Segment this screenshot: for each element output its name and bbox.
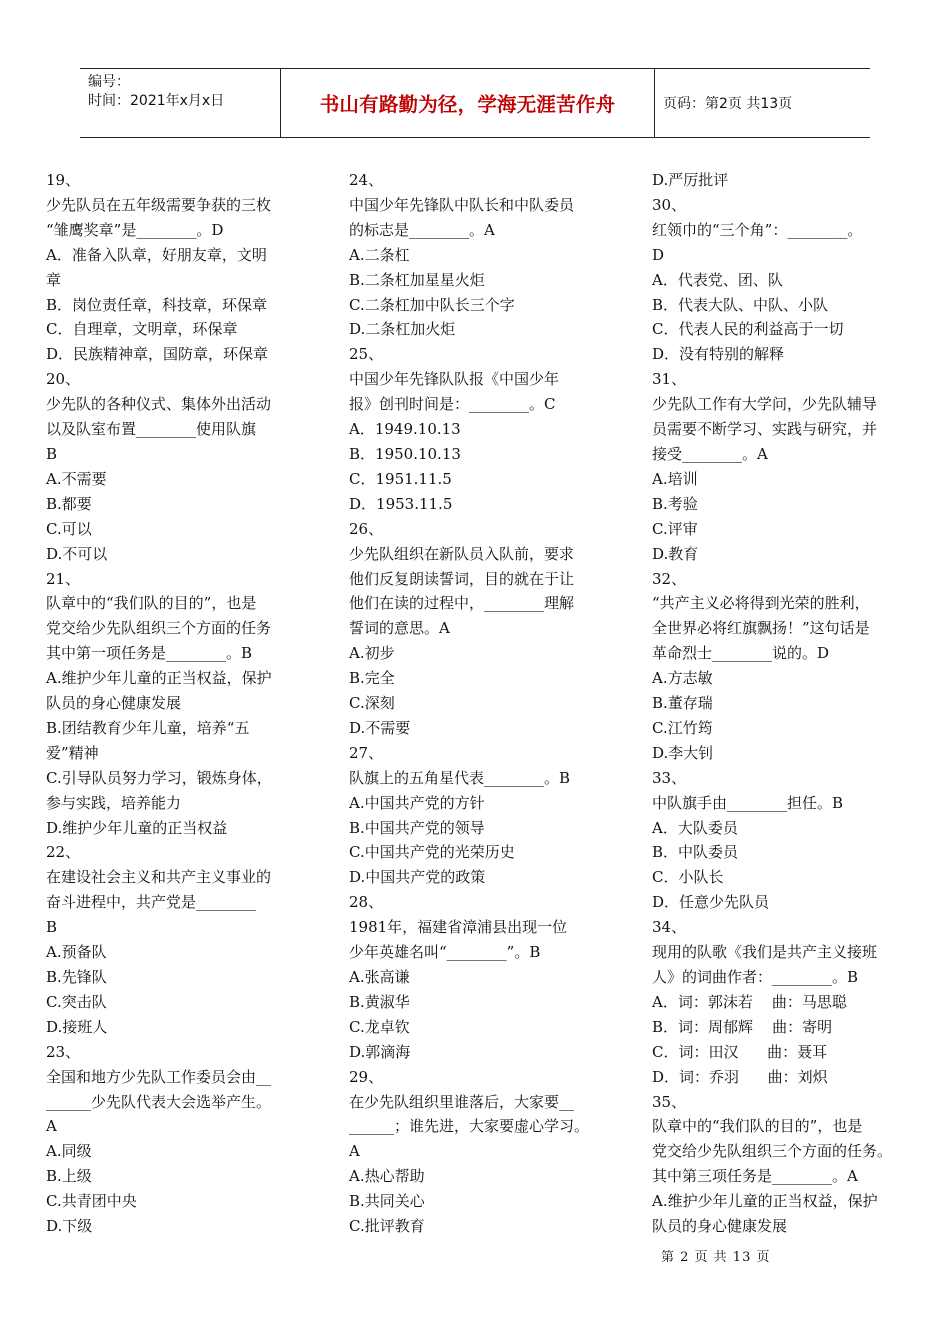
text-line: C.突击队 — [46, 992, 107, 1011]
text-line: D．词：乔羽 曲：刘炽 — [652, 1067, 828, 1086]
text-line: C.龙卓钦 — [349, 1017, 410, 1036]
text-line: B.二条杠加星星火炬 — [349, 270, 485, 289]
text-line: 队员的身心健康发展 — [652, 1217, 788, 1236]
text-line: D.接班人 — [46, 1017, 108, 1036]
text-line: 35、 — [652, 1092, 687, 1111]
text-line: C.可以 — [46, 519, 92, 538]
text-line: A．大队委员 — [652, 818, 738, 837]
text-line: C.深刻 — [349, 694, 395, 713]
text-line: B.先锋队 — [46, 968, 107, 986]
text-line: 中国少年先锋队队报《中国少年 — [349, 370, 560, 389]
text-line: 1981年，福建省漳浦县出现一位 — [349, 918, 568, 937]
header-time: 时间：2021年x月x日 — [88, 93, 225, 109]
text-line: 24、 — [349, 171, 384, 189]
text-line: A.培训 — [652, 469, 698, 488]
text-line: 参与实践，培养能力 — [46, 793, 182, 812]
text-line: A.初步 — [349, 644, 395, 663]
text-line: 队章中的“我们队的目的”，也是 — [46, 594, 257, 613]
text-line: A.热心帮助 — [349, 1167, 425, 1186]
text-line: ______少先队代表大会选举产生。 — [46, 1092, 272, 1111]
text-line: C.评审 — [652, 519, 698, 538]
text-line: 党交给少先队组织三个方面的任务 — [46, 619, 272, 638]
text-line: “雏鹰奖章”是________。D — [46, 220, 224, 239]
text-line: B.黄淑华 — [349, 992, 410, 1011]
text-line: 接受________。A — [652, 444, 768, 463]
text-line: C.江竹筠 — [652, 718, 713, 737]
text-line: B．中队委员 — [652, 843, 739, 862]
text-line: A．准备入队章，好朋友章，文明 — [46, 245, 267, 264]
header-meta — [80, 69, 281, 137]
text-line: 全国和地方少先队工作委员会由__ — [46, 1067, 272, 1086]
page-footer: 第 2 页 共 13 页 — [661, 1250, 771, 1265]
text-line: B.共同关心 — [349, 1192, 425, 1211]
text-line: B．岗位责任章，科技章，环保章 — [46, 295, 268, 314]
text-line: 以及队室布置________使用队旗 — [46, 420, 257, 439]
text-line: A.维护少年儿童的正当权益，保护 — [46, 669, 272, 688]
text-line: 22、 — [46, 843, 81, 862]
text-line: 23、 — [46, 1042, 81, 1061]
text-line: D.李大钊 — [652, 743, 714, 762]
text-line: 红领巾的“三个角”：________。 — [652, 220, 863, 239]
text-line: C．自理章，文明章，环保章 — [46, 320, 238, 339]
text-line: 27、 — [349, 743, 384, 762]
text-line: A．代表党、团、队 — [652, 270, 783, 289]
column-left — [46, 168, 308, 1239]
header-motto: 书山有路勤为径，学海无涯苦作舟 — [281, 69, 655, 137]
text-line: D．任意少先队员 — [652, 893, 770, 912]
text-line: D.维护少年儿童的正当权益 — [46, 818, 228, 837]
text-line: 报》创刊时间是：________。C — [349, 395, 556, 414]
text-line: 中国少年先锋队中队长和中队委员 — [349, 195, 575, 214]
text-line: 30、 — [652, 195, 687, 214]
text-line: 革命烈士________说的。D — [652, 644, 830, 663]
text-line: 现用的队歌《我们是共产主义接班 — [652, 943, 878, 962]
page-header — [80, 68, 870, 138]
text-line: 28、 — [349, 893, 384, 912]
text-line: C．词：田汉 曲：聂耳 — [652, 1042, 828, 1061]
text-line: 队员的身心健康发展 — [46, 694, 182, 713]
text-line: 21、 — [46, 569, 81, 588]
text-line: B.考验 — [652, 494, 698, 513]
text-line: D.中国共产党的政策 — [349, 868, 486, 887]
text-line: 26、 — [349, 519, 384, 538]
text-line: B.完全 — [349, 669, 395, 688]
text-line: 34、 — [652, 918, 687, 937]
text-line: B.中国共产党的领导 — [349, 818, 485, 837]
text-line: A.不需要 — [46, 469, 107, 488]
text-line: B．1950.10.13 — [349, 444, 461, 463]
text-line: C.引导队员努力学习，锻炼身体， — [46, 768, 272, 787]
text-line: B.董存瑞 — [652, 694, 713, 713]
text-line: 全世界必将红旗飘扬！”这句话是 — [652, 619, 870, 638]
text-line: D — [652, 245, 665, 264]
text-line: B.上级 — [46, 1167, 92, 1186]
text-line: 29、 — [349, 1067, 384, 1086]
text-line: D．民族精神章，国防章，环保章 — [46, 345, 269, 364]
text-line: B — [46, 918, 58, 937]
text-line: 其中第一项任务是________。B — [46, 644, 253, 663]
text-line: 32、 — [652, 569, 687, 588]
text-line: 31、 — [652, 370, 687, 389]
text-line: C.批评教育 — [349, 1217, 425, 1236]
text-line: 爱”精神 — [46, 743, 99, 762]
text-line: D．1953.11.5 — [349, 494, 453, 513]
text-line: 33、 — [652, 768, 687, 787]
text-line: A.维护少年儿童的正当权益，保护 — [652, 1192, 878, 1211]
text-line: 少年英雄名叫“________”。B — [349, 943, 541, 962]
text-line: 员需要不断学习、实践与研究，并 — [652, 420, 878, 439]
text-line: A．1949.10.13 — [349, 420, 461, 439]
text-line: B.都要 — [46, 494, 92, 513]
text-line: C．小队长 — [652, 868, 724, 887]
text-line: 在建设社会主义和共产主义事业的 — [46, 868, 272, 887]
text-line: 在少先队组织里谁落后，大家要__ — [349, 1092, 575, 1111]
text-line: A.同级 — [46, 1142, 92, 1161]
text-line: 党交给少先队组织三个方面的任务。 — [652, 1142, 893, 1161]
text-line: 19、 — [46, 171, 81, 189]
column-right — [652, 168, 914, 1239]
text-line: A.二条杠 — [349, 245, 410, 264]
text-line: B.团结教育少年儿童，培养“五 — [46, 718, 250, 737]
text-line: D.郭滴海 — [349, 1042, 411, 1061]
text-line: ______；谁先进，大家要虚心学习。 — [349, 1117, 590, 1136]
text-line: “共产主义必将得到光荣的胜利， — [652, 594, 870, 613]
text-line: D.不可以 — [46, 544, 108, 563]
text-line: 的标志是________。A — [349, 220, 495, 239]
text-line: 队旗上的五角星代表________。B — [349, 768, 571, 787]
text-line: 人》的词曲作者：________。B — [652, 968, 859, 986]
text-line: C.二条杠加中队长三个字 — [349, 295, 515, 314]
text-line: A — [349, 1142, 360, 1161]
text-line: 少先队组织在新队员入队前，要求 — [349, 544, 575, 563]
text-line: D.下级 — [46, 1217, 93, 1236]
text-line: 他们在读的过程中，________理解 — [349, 594, 575, 613]
header-number: 编号： — [88, 74, 130, 90]
column-middle — [349, 168, 611, 1239]
text-line: D.二条杠加火炬 — [349, 320, 456, 339]
text-line: B．代表大队、中队、小队 — [652, 295, 829, 314]
text-line: 队章中的“我们队的目的”，也是 — [652, 1117, 863, 1136]
text-line: B．词：周郁辉 曲：寄明 — [652, 1017, 833, 1036]
text-line: D．没有特别的解释 — [652, 345, 785, 364]
text-line: A.方志敏 — [652, 669, 713, 688]
text-line: 奋斗进程中，共产党是________ — [46, 893, 257, 912]
text-line: 中队旗手由________担任。B — [652, 793, 844, 812]
text-line: A.张高谦 — [349, 968, 410, 986]
text-line: 章 — [46, 270, 62, 289]
text-line: D.不需要 — [349, 718, 411, 737]
text-line: C.中国共产党的光荣历史 — [349, 843, 515, 862]
text-line: 20、 — [46, 370, 81, 389]
text-line: 少先队员在五年级需要争获的三枚 — [46, 195, 272, 214]
text-line: A.预备队 — [46, 943, 107, 962]
text-line: B — [46, 444, 58, 463]
text-line: 其中第三项任务是________。A — [652, 1167, 858, 1186]
text-line: A — [46, 1117, 57, 1136]
header-page-info: 页码：第2页 共13页 — [663, 96, 793, 112]
text-line: 他们反复朗读誓词，目的就在于让 — [349, 569, 575, 588]
text-line: 少先队工作有大学问，少先队辅导 — [652, 395, 878, 414]
text-line: C.共青团中央 — [46, 1192, 137, 1211]
text-line: 少先队的各种仪式、集体外出活动 — [46, 395, 272, 414]
text-line: C．代表人民的利益高于一切 — [652, 320, 844, 339]
text-line: 誓词的意思。A — [349, 619, 450, 638]
text-line: D.教育 — [652, 544, 699, 563]
text-line: C．1951.11.5 — [349, 469, 452, 488]
text-line: A．词：郭沫若 曲：马思聪 — [652, 992, 847, 1011]
text-line: A.中国共产党的方针 — [349, 793, 485, 812]
text-line: 25、 — [349, 345, 384, 364]
text-line: D.严厉批评 — [652, 171, 729, 189]
